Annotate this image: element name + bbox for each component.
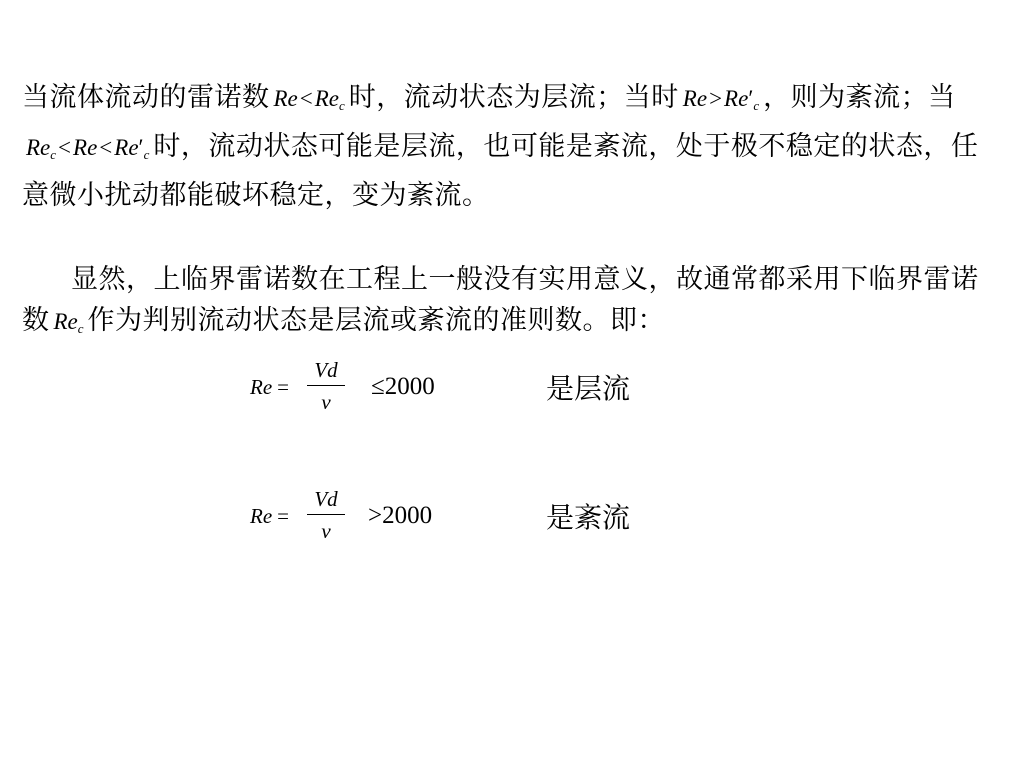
formula-lhs: Re = bbox=[250, 375, 289, 399]
fraction-denominator: ν bbox=[321, 519, 331, 543]
math-re-less-rec: $Re<Re_c$ bbox=[273, 86, 345, 113]
paragraph-flow-regime bbox=[22, 77, 1002, 216]
text-segment: 时，流动状态可能是层流，也可能是紊流，处于极不稳定的状态，任意微小扰动都能破坏稳定，变为紊流。 bbox=[22, 131, 979, 211]
condition-gt-2000: >2000 bbox=[368, 502, 433, 529]
fraction-denominator: ν bbox=[321, 390, 331, 414]
fraction-vd-over-nu bbox=[307, 357, 345, 415]
fraction-vd-over-nu bbox=[307, 486, 345, 544]
fraction-bar bbox=[307, 385, 345, 386]
fraction-numerator: Vd bbox=[314, 487, 338, 511]
result-laminar: 是层流 bbox=[546, 372, 631, 405]
text-segment: 时，流动状态为层流；当时 bbox=[348, 82, 679, 113]
result-turbulent: 是紊流 bbox=[546, 501, 631, 534]
condition-le-2000: ≤2000 bbox=[371, 373, 435, 400]
paragraph-critical-reynolds bbox=[22, 259, 1002, 349]
fraction-bar bbox=[307, 514, 345, 515]
formula-laminar bbox=[250, 355, 850, 425]
formula-turbulent bbox=[250, 484, 850, 554]
text-segment: ，则为紊流；当 bbox=[763, 82, 956, 113]
text-segment: 当流体流动的雷诺数 bbox=[22, 82, 270, 113]
math-re-greater-rec-prime: $Re>Re'_c$ bbox=[682, 86, 760, 113]
formula-lhs: Re = bbox=[250, 504, 289, 528]
math-rec: $Re_c$ bbox=[53, 309, 84, 336]
fraction-numerator: Vd bbox=[314, 358, 338, 382]
text-segment: 作为判别流动状态是层流或紊流的准则数。即： bbox=[87, 305, 666, 336]
math-rec-less-re-less-rec-prime: $Re_c<Re<Re'_c$ bbox=[26, 135, 150, 162]
text-segment: 显然，上临界雷诺数在工程上一般没有实用意义，故通常都采用下临界雷诺数 bbox=[22, 264, 979, 336]
